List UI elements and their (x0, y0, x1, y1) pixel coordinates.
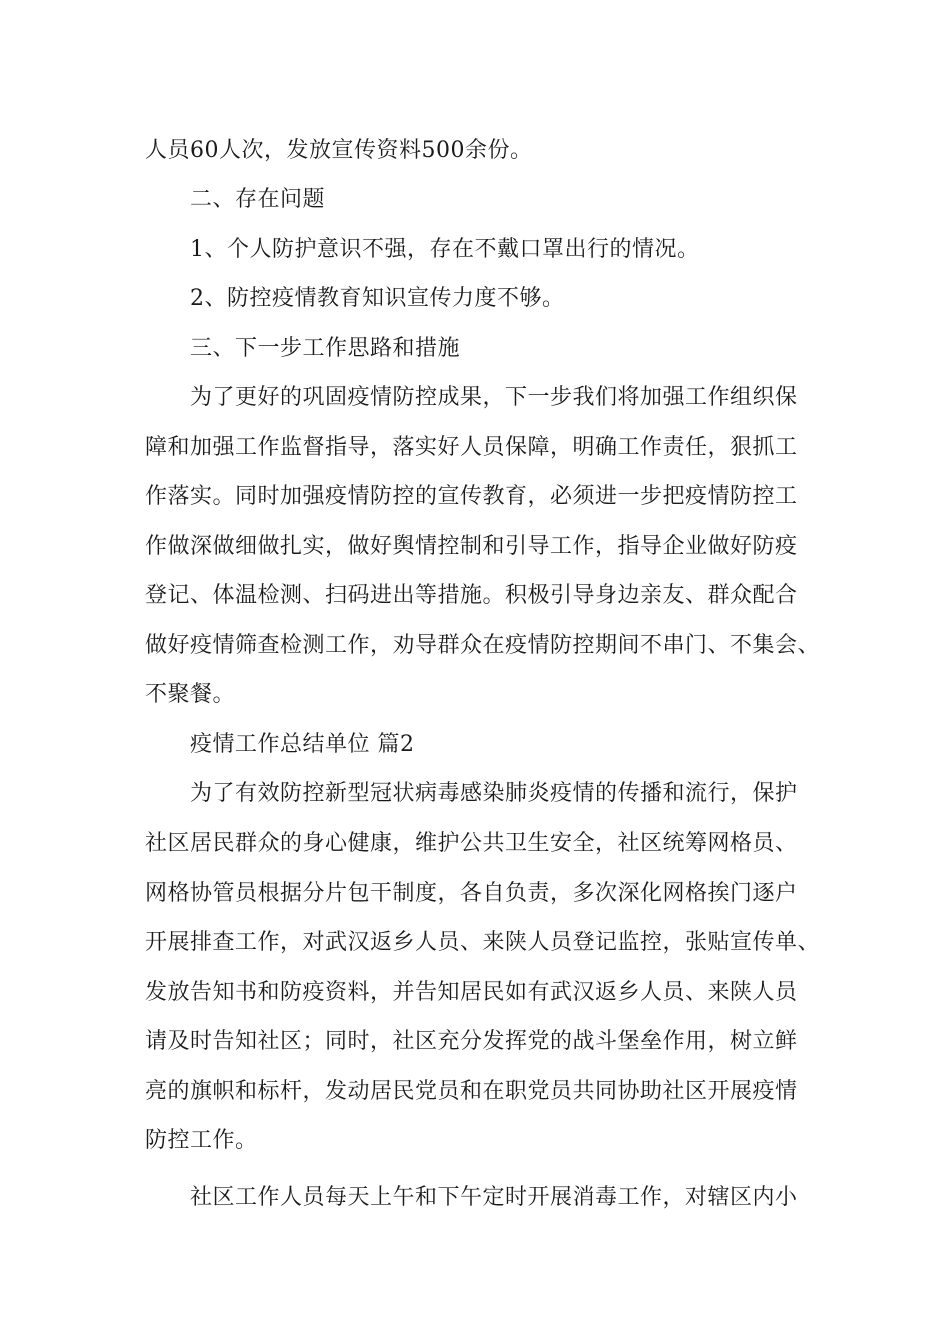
body-text-line: 不聚餐。 (145, 682, 236, 707)
article-subheading: 疫情工作总结单位 篇2 (190, 732, 415, 757)
body-text-line: 开展排查工作，对武汉返乡人员、来陕人员登记监控，张贴宣传单、 (145, 930, 821, 955)
body-text-line: 发放告知书和防疫资料，并告知居民如有武汉返乡人员、来陕人员 (145, 980, 798, 1005)
body-text-line: 防控工作。 (145, 1128, 258, 1153)
list-item: 2、防控疫情教育知识宣传力度不够。 (190, 286, 565, 311)
body-text-line: 做好疫情筛查检测工作，劝导群众在疫情防控期间不串门、不集会、 (145, 633, 821, 658)
body-text-line: 登记、体温检测、扫码进出等措施。积极引导身边亲友、群众配合 (145, 583, 798, 608)
body-text-line: 作做深做细做扎实，做好舆情控制和引导工作，指导企业做好防疫 (145, 534, 798, 559)
body-text-line: 障和加强工作监督指导，落实好人员保障，明确工作责任，狠抓工 (145, 435, 798, 460)
body-text-line: 网格协管员根据分片包干制度，各自负责，多次深化网格挨门逐户 (145, 881, 798, 906)
list-item: 1、个人防护意识不强，存在不戴口罩出行的情况。 (190, 237, 700, 262)
body-text-line: 作落实。同时加强疫情防控的宣传教育，必须进一步把疫情防控工 (145, 484, 798, 509)
body-text-line: 请及时告知社区；同时，社区充分发挥党的战斗堡垒作用，树立鲜 (145, 1029, 798, 1054)
body-text-line: 人员60人次，发放宣传资料500余份。 (145, 138, 533, 163)
body-text-line: 为了更好的巩固疫情防控成果，下一步我们将加强工作组织保 (190, 385, 798, 410)
body-text-line: 亮的旗帜和标杆，发动居民党员和在职党员共同协助社区开展疫情 (145, 1079, 798, 1104)
body-text-line: 社区工作人员每天上午和下午定时开展消毒工作，对辖区内小 (190, 1185, 798, 1210)
body-text-line: 为了有效防控新型冠状病毒感染肺炎疫情的传播和流行，保护 (190, 781, 798, 806)
section-heading: 三、下一步工作思路和措施 (190, 336, 461, 361)
section-heading: 二、存在问题 (190, 187, 326, 212)
body-text-line: 社区居民群众的身心健康，维护公共卫生安全，社区统筹网格员、 (145, 831, 798, 856)
